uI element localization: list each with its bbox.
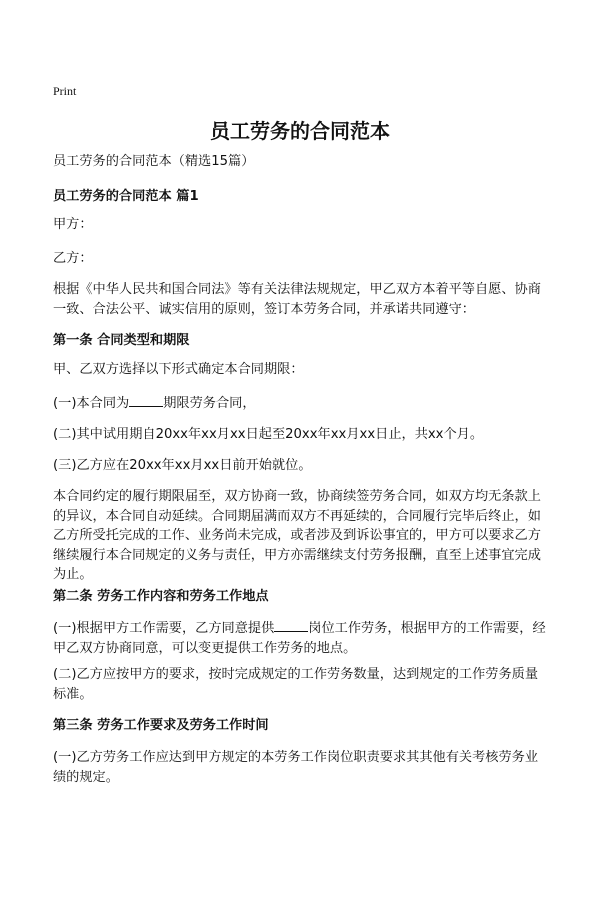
party-b-line: 乙方： <box>53 251 93 266</box>
article-2-paragraph-2: (二)乙方应按甲方的要求，按时完成规定的工作劳务数量，达到规定的工作劳务质量标准。 <box>53 667 539 702</box>
article-1-title: 第一条 合同类型和期限 <box>53 333 190 348</box>
section-heading: 员工劳务的合同范本 篇1 <box>53 189 199 204</box>
article-3-title: 第三条 劳务工作要求及劳务工作时间 <box>53 718 269 733</box>
article-2-paragraph-1-start: (一)根据甲方工作需要，乙方同意提供 <box>53 621 275 636</box>
fill-blank <box>129 393 163 407</box>
article-1-paragraph-1: 甲、乙双方选择以下形式确定本合同期限： <box>53 362 304 377</box>
article-3-paragraph-1: (一)乙方劳务工作应达到甲方规定的本劳务工作岗位职责要求其其他有关考核劳务业绩的规定。 <box>53 750 539 785</box>
article-1-paragraph-2-start: (一)本合同为 <box>53 396 130 411</box>
article-2-title: 第二条 劳务工作内容和劳务工作地点 <box>53 589 269 604</box>
article-1-paragraph-2 <box>53 393 548 414</box>
article-1-paragraph-5: 本合同约定的履行期限届至，双方协商一致，协商续签劳务合同，如双方均无条款上的异议，本合同自动延续。合同期届满而双方不再延续的，合同履行完毕后终止，如乙方所受托完成的工作、业务尚未完成，或者涉及到诉讼事宜的，甲方可以要求乙方继续履行本合同规定的义务与责任，甲方亦需继续支付劳务报酬，直至上述事宜完成为止。 <box>53 489 541 582</box>
document-subtitle: 员工劳务的合同范本（精选15篇） <box>53 154 255 169</box>
document-title: 员工劳务的合同范本 <box>210 119 390 143</box>
print-label[interactable]: Print <box>53 84 77 98</box>
article-1-paragraph-2-end: 期限劳务合同， <box>163 396 256 411</box>
article-2-paragraph-1-end: 岗位工作劳务，根据甲方的工作需要，经甲乙双方协商同意，可以变更提供工作劳务的地点。 <box>53 621 546 656</box>
fill-blank <box>274 618 308 632</box>
intro-paragraph: 根据《中华人民共和国合同法》等有关法律法规规定，甲乙双方本着平等自愿、协商一致、合法公平、诚实信用的原则，签订本劳务合同，并承诺共同遵守： <box>53 282 541 317</box>
article-1-paragraph-3: (二)其中试用期自20xx年xx月xx日起至20xx年xx月xx日止，共xx个月。 <box>53 427 484 442</box>
article-1-paragraph-4: (三)乙方应在20xx年xx月xx日前开始就位。 <box>53 458 312 473</box>
article-2-paragraph-1 <box>53 618 548 658</box>
party-a-line: 甲方： <box>53 217 93 232</box>
